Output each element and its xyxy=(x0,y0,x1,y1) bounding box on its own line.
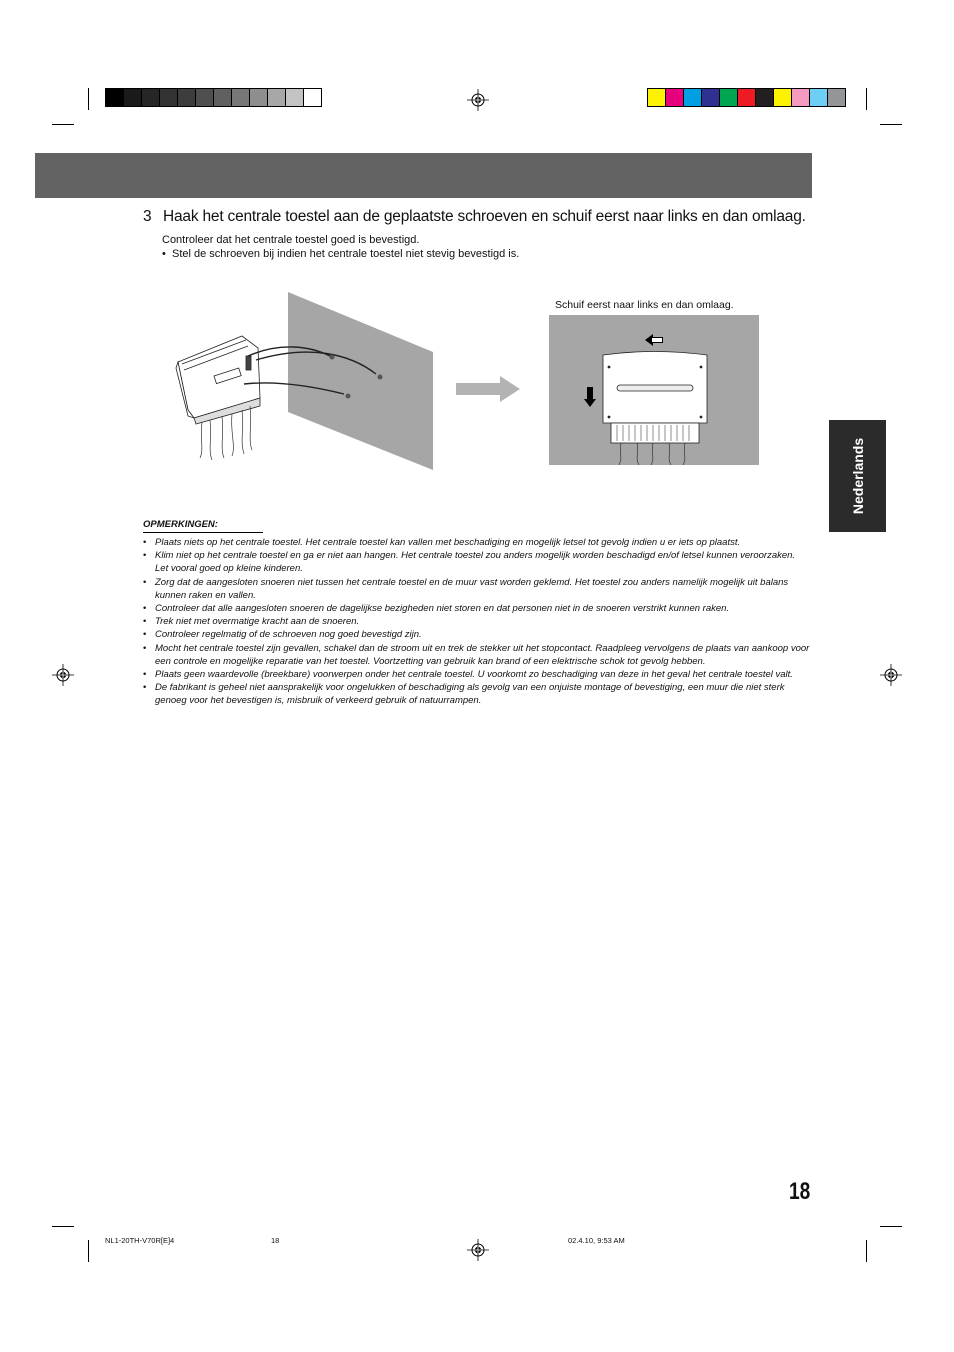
bullet-glyph: • xyxy=(162,248,166,260)
note-item: • Controleer dat alle aangesloten snoeren de dagelijkse bezigheden niet storen en dat personen niet in de snoeren verstrikt kunnen raken. xyxy=(143,603,730,615)
color-swatch xyxy=(142,89,160,106)
color-swatch xyxy=(286,89,304,106)
language-side-tab xyxy=(829,420,886,532)
crop-mark xyxy=(88,88,89,110)
notes-title: OPMERKINGEN: xyxy=(143,519,218,530)
section-header-band xyxy=(35,153,812,198)
registration-mark-icon xyxy=(467,1239,489,1261)
color-swatch xyxy=(792,89,810,106)
crop-mark xyxy=(88,1240,89,1262)
color-swatch xyxy=(178,89,196,106)
step-number: 3 xyxy=(143,208,152,225)
step-bullet-item xyxy=(162,248,519,260)
note-item: • Trek niet met overmatige kracht aan de snoeren. xyxy=(143,616,360,628)
color-swatch xyxy=(214,89,232,106)
footer-file-code: NL1-20TH-V70R[E]4 xyxy=(105,1236,175,1245)
notes-list xyxy=(143,536,811,708)
color-swatch xyxy=(196,89,214,106)
note-item-continuation: Let vooral goed op kleine kinderen. xyxy=(155,563,303,575)
crop-mark xyxy=(52,124,74,125)
language-label: Nederlands xyxy=(849,437,866,515)
note-item: • Controleer regelmatig of de schroeven nog goed bevestigd zijn. xyxy=(143,629,422,641)
crop-mark xyxy=(880,1226,902,1227)
footer-timestamp: 02.4.10, 9:53 AM xyxy=(568,1236,625,1245)
color-swatch xyxy=(106,89,124,106)
color-swatch xyxy=(232,89,250,106)
crop-mark xyxy=(52,1226,74,1227)
slide-direction-illustration xyxy=(549,315,759,465)
registration-mark-icon xyxy=(880,664,902,686)
grayscale-calibration-bar xyxy=(105,88,322,107)
color-swatch xyxy=(666,89,684,106)
color-swatch xyxy=(124,89,142,106)
color-swatch xyxy=(648,89,666,106)
page-number: 18 xyxy=(789,1178,811,1205)
color-swatch xyxy=(702,89,720,106)
right-arrow-icon xyxy=(456,376,522,402)
step-heading xyxy=(143,208,806,226)
registration-mark-icon xyxy=(52,664,74,686)
crop-mark xyxy=(866,88,867,110)
color-swatch xyxy=(810,89,828,106)
color-swatch xyxy=(304,89,321,106)
step-bullet-text: Stel de schroeven bij indien het centrale toestel niet stevig bevestigd is. xyxy=(171,248,520,260)
wall-panel xyxy=(288,292,433,470)
wall-mount-illustration xyxy=(170,290,440,472)
central-unit-drawing xyxy=(176,336,260,424)
footer-page: 18 xyxy=(271,1236,280,1245)
crop-mark xyxy=(866,1240,867,1262)
color-swatch xyxy=(738,89,756,106)
notes-title-underline xyxy=(143,532,263,533)
step-instruction: Controleer dat het centrale toestel goed is bevestigd. xyxy=(162,234,420,246)
color-swatch xyxy=(268,89,286,106)
step-title: Haak het centrale toestel aan de geplaatste schroeven en schuif eerst naar links en dan omlaag. xyxy=(163,208,806,225)
note-item: • Mocht het centrale toestel zijn gevallen, schakel dan de stroom uit en trek de stekker uit het stopcontact. Raadpleeg vervolgens de plaats van aankoop voor een controle en mogelijke reparatie van het toestel. Voortzetting van gebruik kan brand of een elektrische schok tot gevolg hebben. xyxy=(143,642,810,667)
color-swatch xyxy=(684,89,702,106)
figure-caption: Schuif eerst naar links en dan omlaag. xyxy=(555,299,734,311)
color-swatch xyxy=(756,89,774,106)
color-swatch xyxy=(828,89,845,106)
crop-mark xyxy=(880,124,902,125)
note-item: • Plaats niets op het centrale toestel. Het centrale toestel kan vallen met beschadiging en mogelijk letsel tot gevolg indien u er iets op plaatst. xyxy=(143,537,741,548)
note-item: • Zorg dat de aangesloten snoeren niet tussen het centrale toestel en de muur vast worden geklemd. Het toestel zou anders namelijk mogelijk uit balans kunnen raken en vallen. xyxy=(143,576,789,601)
color-swatch xyxy=(160,89,178,106)
color-swatch xyxy=(250,89,268,106)
central-unit-front-drawing xyxy=(603,352,707,444)
color-swatch xyxy=(774,89,792,106)
color-swatch xyxy=(720,89,738,106)
note-item: • Klim niet op het centrale toestel en ga er niet aan hangen. Het centrale toestel zou anders mogelijk worden beschadigd en/of letsel kunnen veroorzaken. xyxy=(143,550,796,562)
registration-mark-icon xyxy=(467,89,489,111)
color-calibration-bar xyxy=(647,88,846,107)
note-item: • Plaats geen waardevolle (breekbare) voorwerpen onder het centrale toestel. U voorkomt zo beschadiging van deze in het geval het centrale toestel valt. xyxy=(143,669,793,681)
note-item: • De fabrikant is geheel niet aansprakelijk voor ongelukken of beschadiging als gevolg van een onjuiste montage of bevestiging, een muur die niet sterk genoeg voor het bevestigen is, misbruik of verkeerd gebruik of natuurrampen. xyxy=(143,682,785,707)
